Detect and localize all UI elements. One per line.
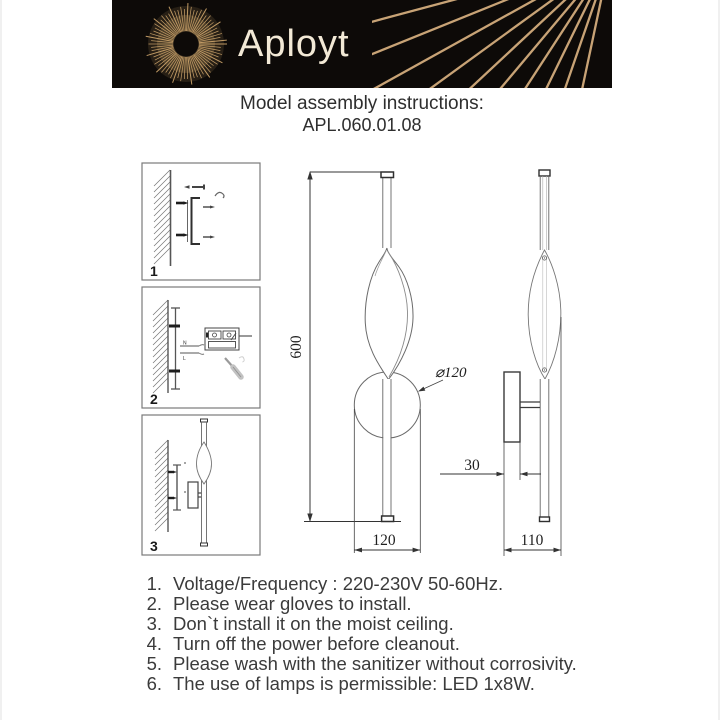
item-number: 3.: [146, 613, 162, 635]
model-number: APL.060.01.08: [302, 115, 422, 135]
brand-name: Aployt: [238, 22, 350, 65]
screwdriver-icon: [225, 357, 244, 377]
list-item: [132, 674, 632, 694]
item-text: Don`t install it on the moist ceiling.: [173, 613, 454, 635]
item-number: 1.: [146, 573, 162, 594]
rays-decoration-icon: [372, 0, 612, 88]
item-number: 4.: [146, 633, 162, 655]
title-block: [2, 93, 720, 136]
item-text: Please wash with the sanitizer without corrosivity.: [173, 653, 577, 675]
dim-bracket-depth-label: 30: [464, 457, 480, 474]
list-item: [132, 574, 632, 594]
brand-header: [112, 0, 612, 88]
terminal-block: [205, 328, 252, 350]
list-item: [132, 614, 632, 634]
list-item: [132, 654, 632, 674]
dim-wall-offset-label: 110: [520, 532, 544, 549]
step-2-panel: [142, 287, 260, 408]
list-item: [132, 634, 632, 654]
item-number: 2.: [146, 593, 162, 615]
item-number: 6.: [146, 673, 162, 695]
step-3-number: 3: [150, 538, 158, 554]
dim-height-label: 600: [288, 335, 305, 359]
item-text: Turn off the power before cleanout.: [173, 633, 460, 655]
step-1-number: 1: [150, 263, 158, 279]
step-3-panel: [142, 415, 260, 555]
item-number: 5.: [146, 653, 162, 675]
list-item: [132, 594, 632, 614]
wire-label-n: N: [183, 340, 187, 347]
item-text: The use of lamps is permissible: LED 1x8W.: [173, 673, 535, 695]
starburst-logo-icon: [142, 0, 230, 88]
front-view-drawing: [288, 171, 467, 553]
step-2-number: 2: [150, 391, 158, 407]
instruction-list: [132, 574, 632, 695]
wire-label-l: L: [183, 356, 186, 362]
technical-drawing: [137, 160, 599, 564]
side-view-drawing: [440, 170, 561, 556]
dim-width-label: 120: [372, 532, 396, 549]
dim-diameter-label: ⌀120: [435, 365, 467, 381]
item-text: Please wear gloves to install.: [173, 593, 412, 615]
item-text: Voltage/Frequency : 220-230V 50-60Hz.: [173, 573, 504, 594]
step-1-panel: [142, 163, 260, 280]
page-title: Model assembly instructions:: [240, 93, 484, 114]
